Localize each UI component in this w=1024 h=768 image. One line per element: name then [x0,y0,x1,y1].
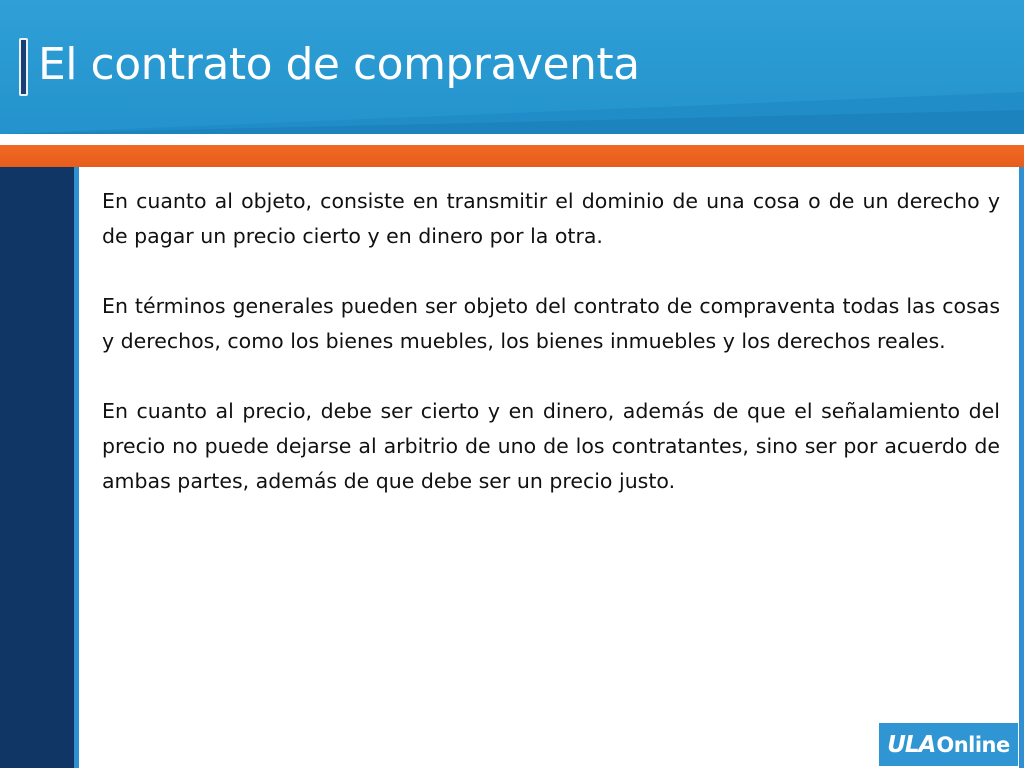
logo-text: Online [936,732,1010,757]
ula-online-logo [876,720,1018,766]
title-accent-bar [19,38,28,96]
left-blue-edge [74,167,79,768]
left-navy-panel [0,167,74,768]
right-blue-edge [1019,167,1024,768]
paragraph-objeto: En cuanto al objeto, consiste en transmitir el dominio de una cosa o de un derecho y de pagar un precio cierto y en dinero por la otra. [102,189,1000,248]
slide-title: El contrato de compraventa [38,39,640,90]
paragraph-cosas-y-derechos: En términos generales pueden ser objeto del contrato de compraventa todas las cosas y derechos, como los bienes muebles, los bienes inmuebles y los derechos reales. [102,294,1000,353]
slide-body [102,184,1000,534]
paragraph-precio: En cuanto al precio, debe ser cierto y en dinero, además de que el señalamiento del precio no puede dejarse al arbitrio de uno de los contratantes, sino ser por acuerdo de ambas partes, además de que debe ser un precio justo. [102,399,1000,493]
logo-mark: ULA [887,731,936,758]
orange-divider [0,145,1024,167]
